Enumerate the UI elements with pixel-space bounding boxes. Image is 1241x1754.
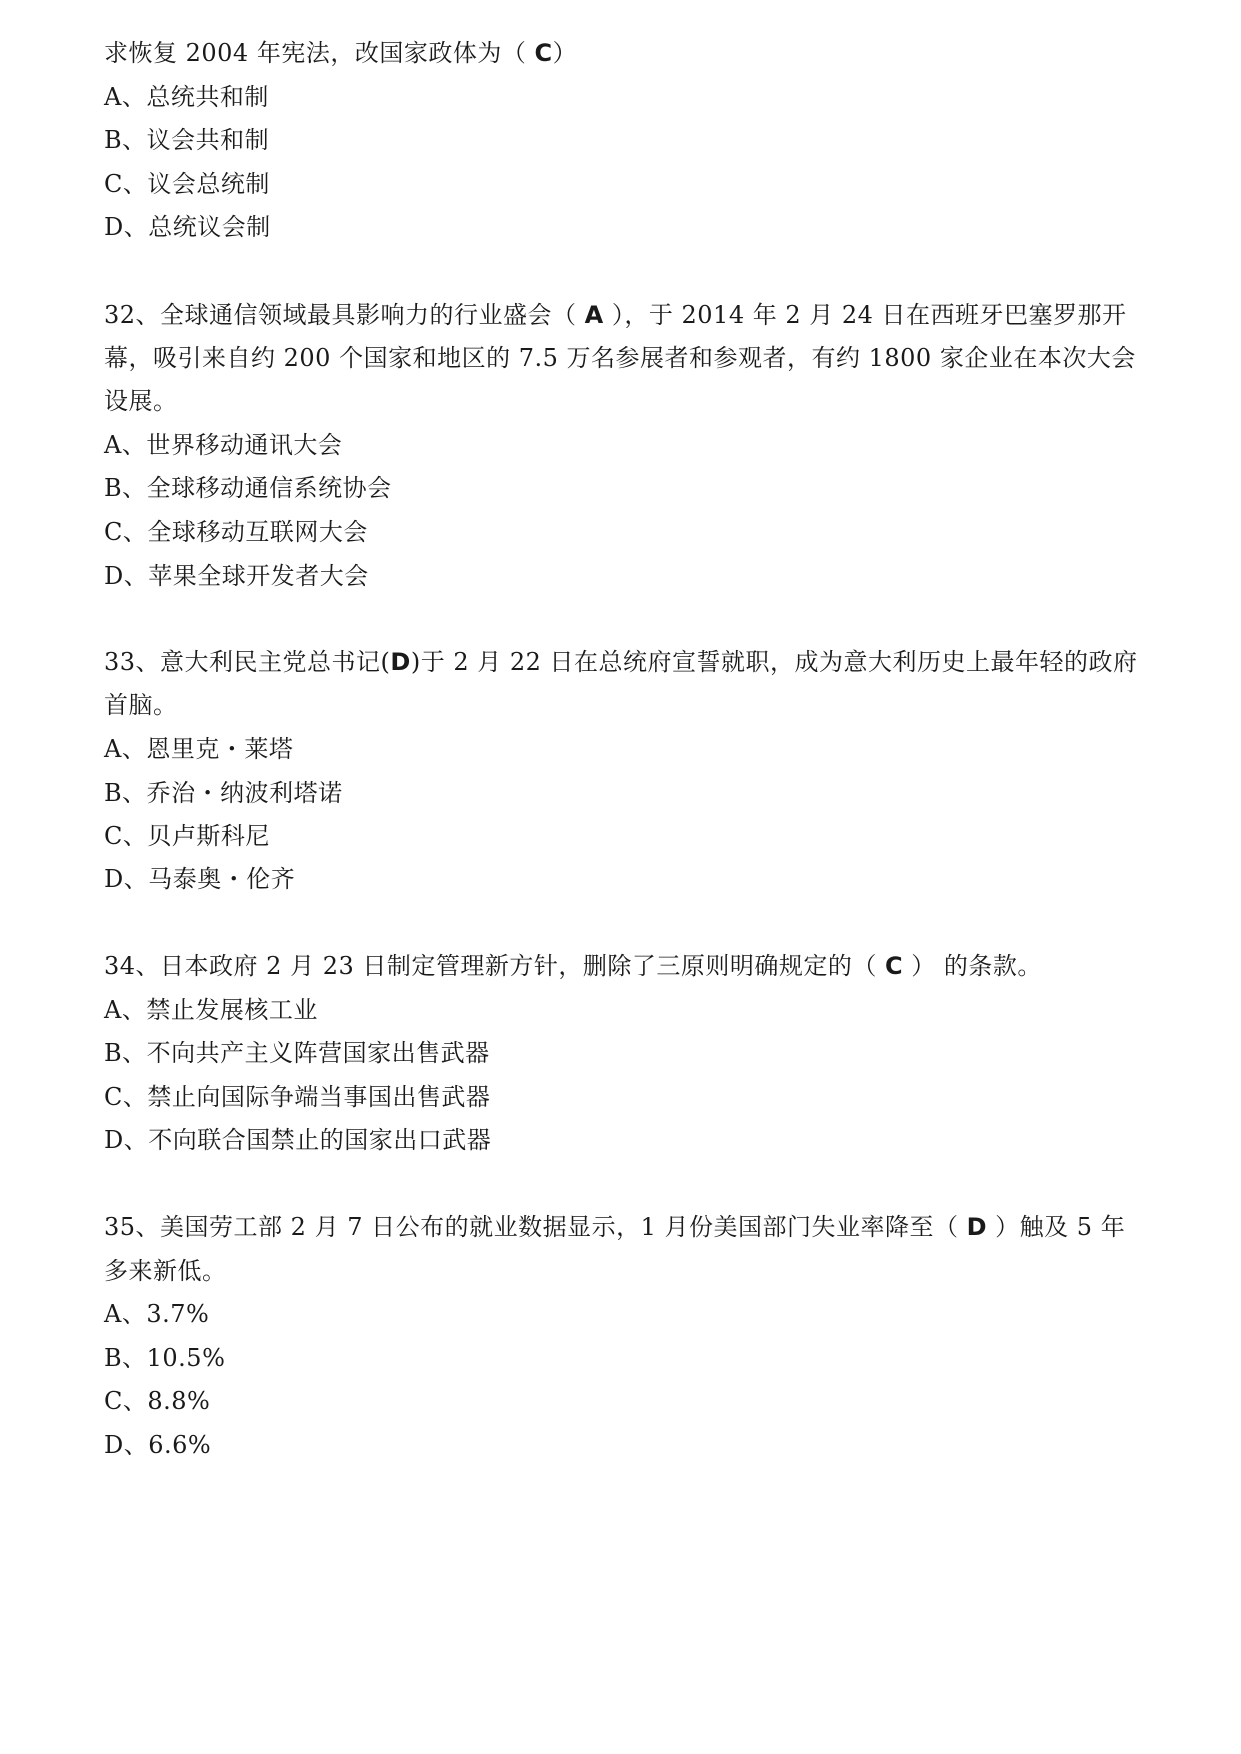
question-33-answer: D	[390, 648, 411, 676]
question-31-option-b: B、议会共和制	[104, 126, 270, 154]
question-34-answer: C	[885, 952, 904, 980]
question-35-option-a: A、3.7%	[104, 1300, 210, 1328]
question-33-option-a: A、恩里克・莱塔	[104, 735, 294, 763]
question-33-option-d: D、马泰奥・伦齐	[104, 865, 296, 893]
question-31-stem-line-1: 求恢复 2004 年宪法，改国家政体为（ C）	[104, 39, 578, 67]
question-32-option-a: A、世界移动通讯大会	[104, 431, 343, 459]
question-35-stem-line-1: 35、美国劳工部 2 月 7 日公布的就业数据显示，1 月份美国部门失业率降至（ D ）触及 5 年	[104, 1213, 1126, 1241]
question-35-option-b: B、10.5%	[104, 1344, 226, 1372]
question-32-answer: A	[584, 301, 604, 329]
question-34-option-a: A、禁止发展核工业	[104, 996, 318, 1024]
question-32-stem-line-3: 设展。	[104, 387, 178, 415]
question-32-option-b: B、全球移动通信系统协会	[104, 474, 392, 502]
question-35-option-c: C、8.8%	[104, 1387, 211, 1415]
question-33-stem-line-1: 33、意大利民主党总书记(D)于 2 月 22 日在总统府宣誓就职，成为意大利历史上最年轻的政府	[104, 648, 1138, 676]
question-34-option-d: D、不向联合国禁止的国家出口武器	[104, 1126, 492, 1154]
question-35-stem-line-2: 多来新低。	[104, 1257, 227, 1285]
question-33-option-c: C、贝卢斯科尼	[104, 822, 270, 850]
question-31-option-a: A、总统共和制	[104, 83, 269, 111]
question-34-option-c: C、禁止向国际争端当事国出售武器	[104, 1083, 491, 1111]
question-32-stem-line-2: 幕，吸引来自约 200 个国家和地区的 7.5 万名参展者和参观者，有约 1800 家企业在本次大会	[104, 344, 1136, 372]
question-35-answer: D	[966, 1213, 988, 1241]
question-33-stem-line-2: 首脑。	[104, 691, 178, 719]
question-31-option-c: C、议会总统制	[104, 170, 270, 198]
question-32-option-c: C、全球移动互联网大会	[104, 518, 368, 546]
question-34-stem-line-1: 34、日本政府 2 月 23 日制定管理新方针，删除了三原则明确规定的（ C ） 的条款。	[104, 952, 1042, 980]
question-32-option-d: D、苹果全球开发者大会	[104, 562, 369, 590]
question-33-option-b: B、乔治・纳波利塔诺	[104, 779, 343, 807]
question-34-option-b: B、不向共产主义阵营国家出售武器	[104, 1039, 490, 1067]
question-31-option-d: D、总统议会制	[104, 213, 271, 241]
question-32-stem-line-1: 32、全球通信领域最具影响力的行业盛会（ A ），于 2014 年 2 月 24 日在西班牙巴塞罗那开	[104, 301, 1127, 329]
question-31-answer: C	[534, 39, 553, 67]
question-35-option-d: D、6.6%	[104, 1431, 212, 1459]
